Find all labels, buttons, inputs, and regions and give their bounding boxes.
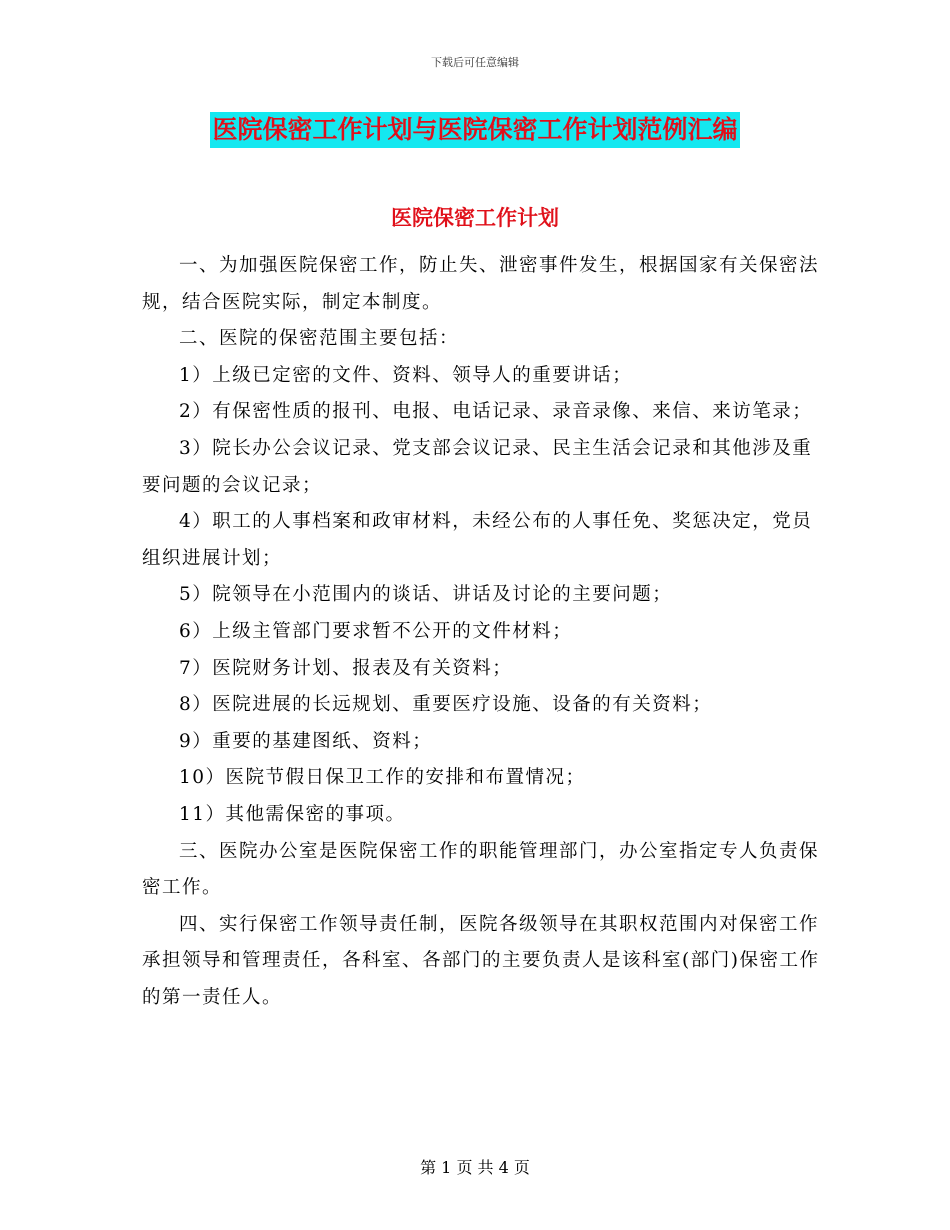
section-title: 医院保密工作计划 xyxy=(391,205,559,230)
page-number: 第 1 页 共 4 页 xyxy=(420,1158,530,1177)
list-item: 2）有保密性质的报刊、电报、电话记录、录音录像、来信、来访笔录； xyxy=(179,401,813,423)
list-item: 9）重要的基建图纸、资料； xyxy=(179,730,433,752)
list-item: 6）上级主管部门要求暂不公开的文件材料； xyxy=(179,620,573,642)
paragraph: 二、医院的保密范围主要包括： xyxy=(179,328,460,350)
list-item: 11）其他需保密的事项。 xyxy=(179,803,406,825)
paragraph: 三、医院办公室是医院保密工作的职能管理部门，办公室指定专人负责保密工作。 xyxy=(142,840,820,899)
list-item: 7）医院财务计划、报表及有关资料； xyxy=(179,657,513,679)
paragraph: 四、实行保密工作领导责任制，医院各级领导在其职权范围内对保密工作承担领导和管理责任，各科室、各部门的主要负责人是该科室(部门)保密工作的第一责任人。 xyxy=(142,913,820,1008)
document-title-container xyxy=(0,112,950,148)
list-item: 3）院长办公会议记录、党支部会议记录、民主生活会记录和其他涉及重要问题的会议记录； xyxy=(142,437,813,496)
header-note: 下载后可任意编辑 xyxy=(431,56,519,69)
list-item: 4）职工的人事档案和政审材料，未经公布的人事任免、奖惩决定，党员组织进展计划； xyxy=(142,511,813,569)
document-body xyxy=(142,248,822,1016)
list-item: 5）院领导在小范围内的谈话、讲话及讨论的主要问题； xyxy=(179,584,673,606)
list-item: 8）医院进展的长远规划、重要医疗设施、设备的有关资料； xyxy=(179,694,713,716)
list-item: 1）上级已定密的文件、资料、领导人的重要讲话； xyxy=(179,364,633,386)
list-item: 10）医院节假日保卫工作的安排和布置情况； xyxy=(179,767,586,789)
document-title: 医院保密工作计划与医院保密工作计划范例汇编 xyxy=(210,112,739,148)
paragraph: 一、为加强医院保密工作，防止失、泄密事件发生，根据国家有关保密法规，结合医院实际，制定本制度。 xyxy=(142,255,820,313)
